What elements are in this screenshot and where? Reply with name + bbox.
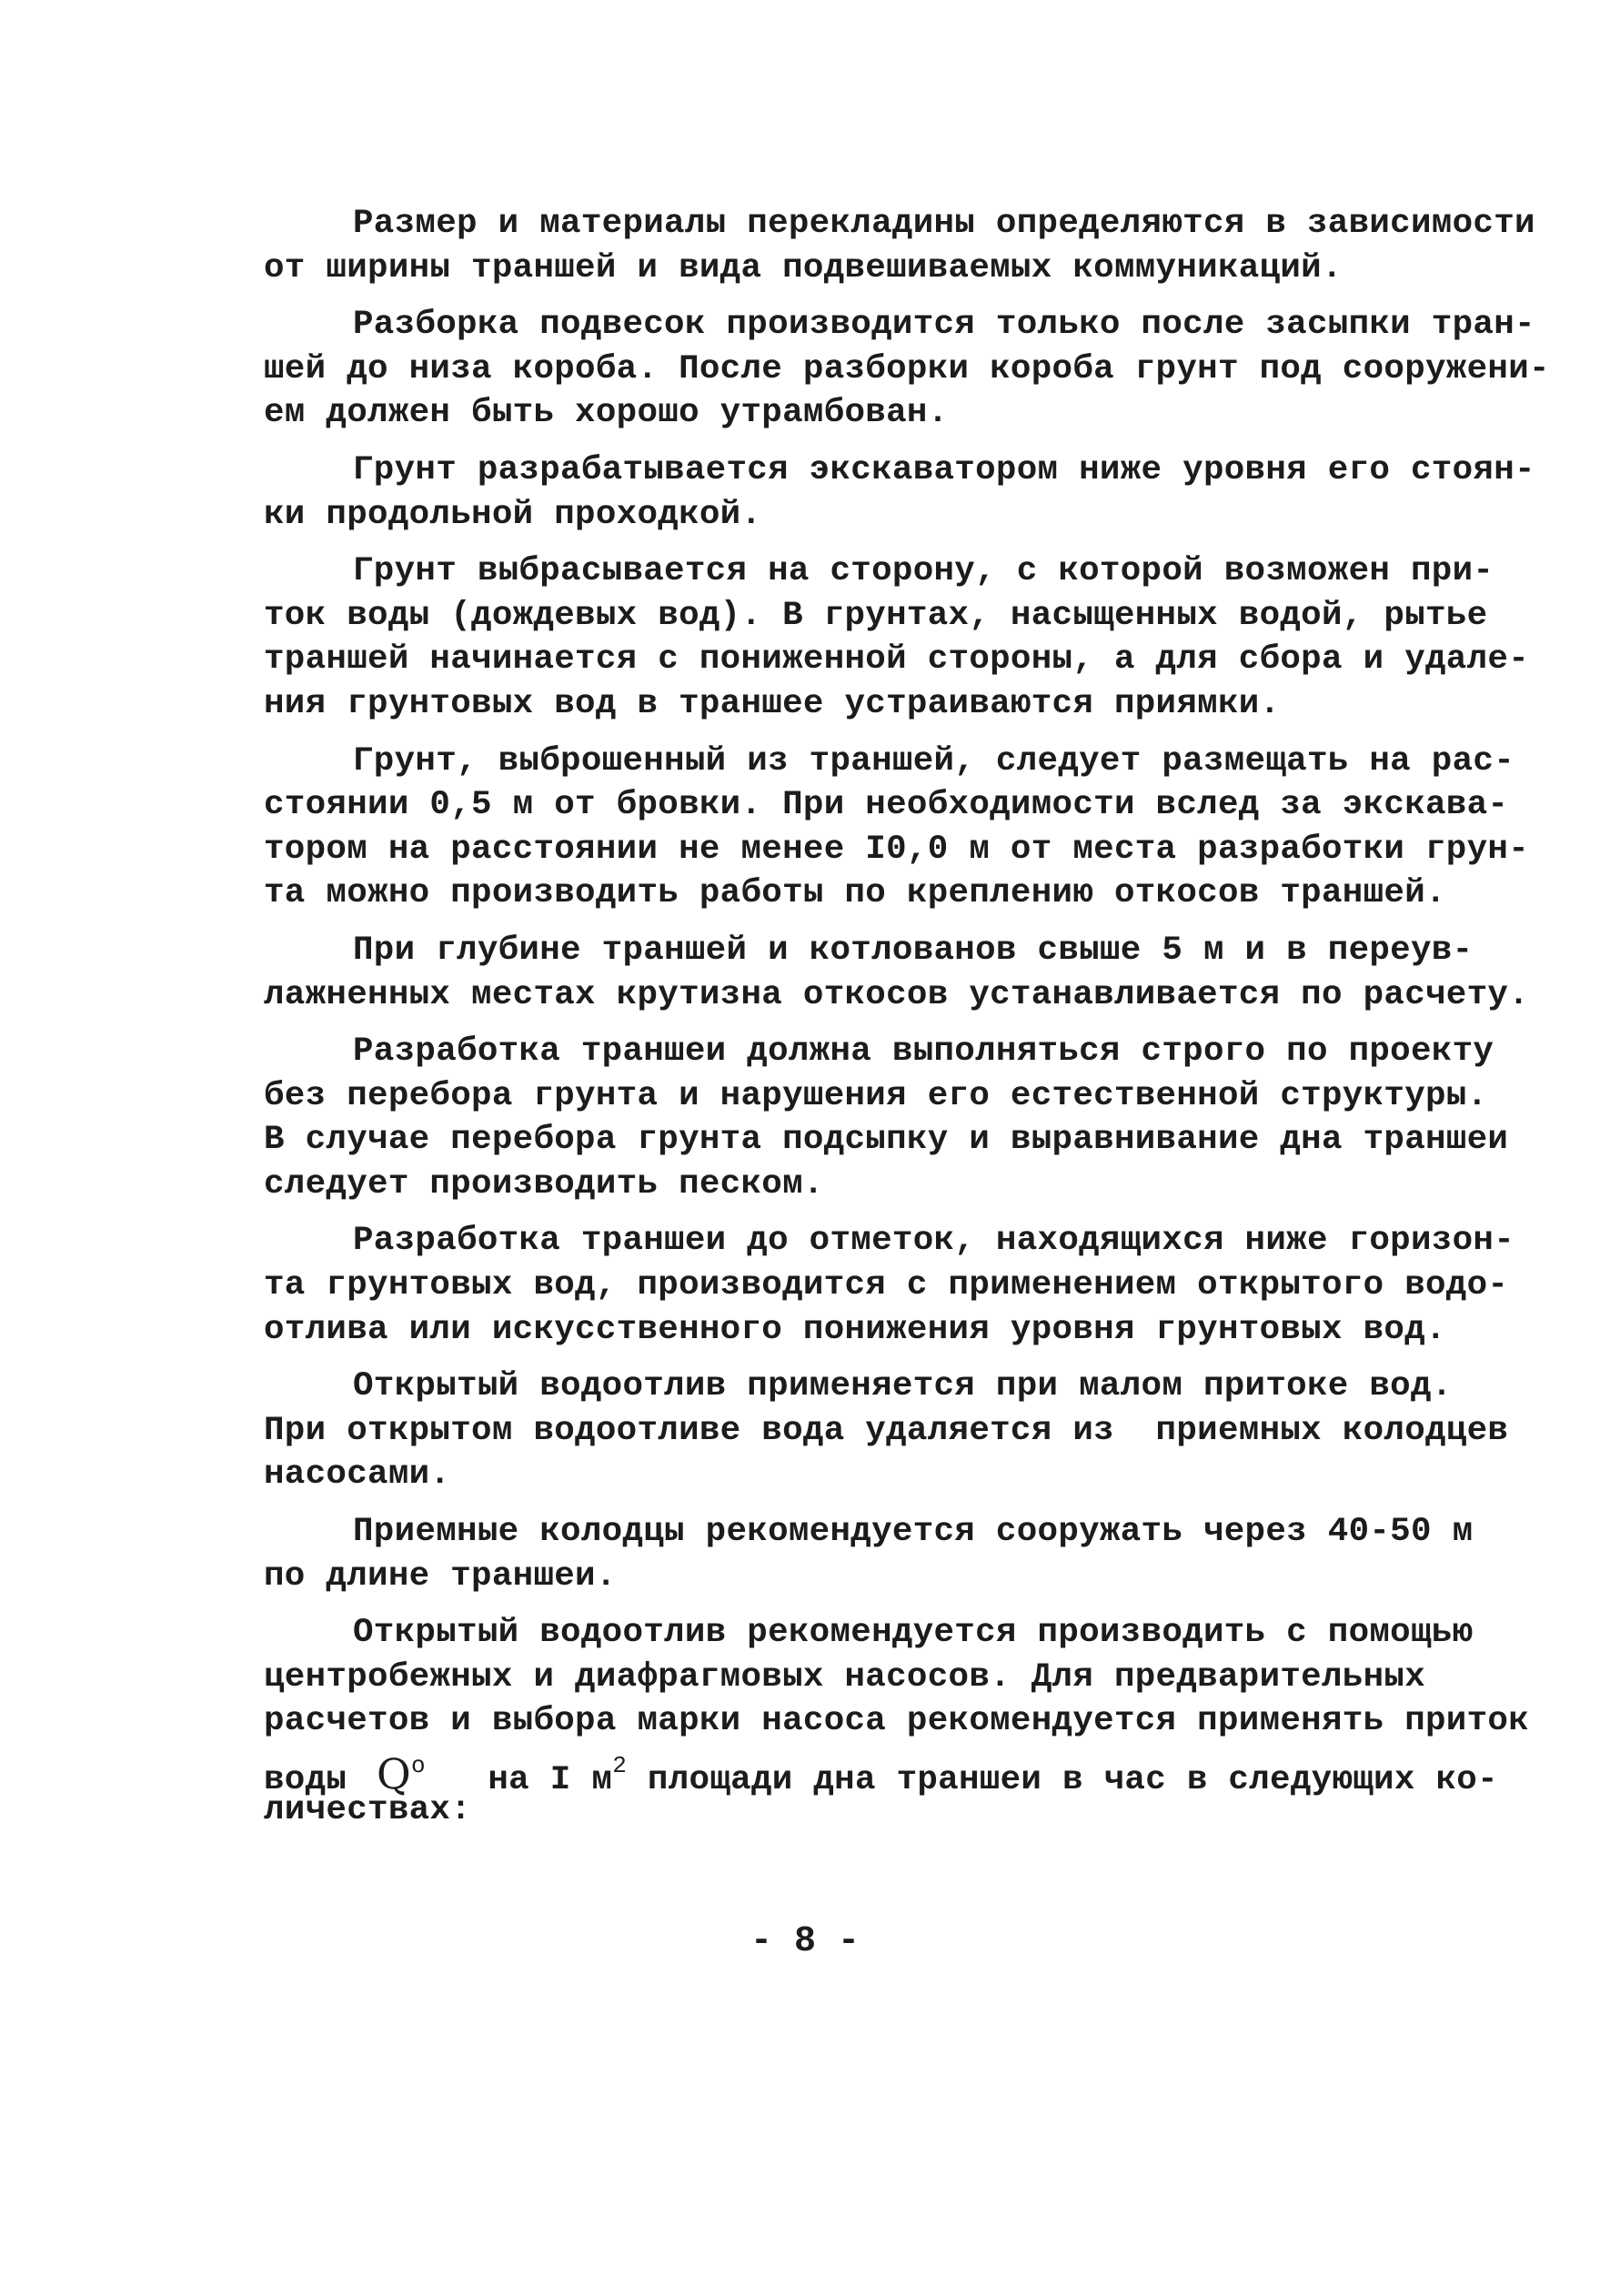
- body-text: [264, 202, 1550, 1845]
- text-line: личествах:: [264, 1790, 472, 1829]
- text-line: Разработка траншеи до отметок, находящихся ниже горизон-: [353, 1222, 1515, 1261]
- formula-line: [264, 1744, 1498, 1799]
- text-line: та можно производить работы по креплению откосов траншей.: [264, 874, 1446, 913]
- text-line: Приемные колодцы рекомендуется сооружать через 40-50 м: [353, 1513, 1474, 1552]
- paragraph-excavator: [264, 448, 1535, 537]
- text-line: В случае перебора грунта подсыпку и выравнивание дна траншеи: [264, 1121, 1509, 1160]
- text-line: центробежных и диафрагмовых насосов. Для предварительных: [264, 1657, 1426, 1697]
- paragraph-dismantling: [264, 303, 1550, 436]
- formula-middle: на I м: [488, 1761, 613, 1799]
- paragraph-open-drainage: [264, 1365, 1509, 1497]
- text-line: от ширины траншей и вида подвешиваемых коммуникаций.: [264, 248, 1343, 287]
- text-line: Размер и материалы перекладины определяются в зависимости: [353, 205, 1535, 243]
- text-line: расчетов и выбора марки насоса рекомендуется применять приток: [264, 1702, 1530, 1741]
- formula-suffix: площади дна траншеи в час в следующих ко-: [647, 1761, 1498, 1799]
- paragraph-pumps: [264, 1611, 1530, 1832]
- text-line: Разборка подвесок производится только после засыпки тран-: [353, 306, 1535, 345]
- text-line: ния грунтовых вод в траншее устраиваются приямки.: [264, 684, 1281, 723]
- text-line: та грунтовых вод, производится с применением открытого водо-: [264, 1266, 1509, 1305]
- text-line: При открытом водоотливе вода удаляется из приемных колодцев: [264, 1411, 1509, 1450]
- text-line: стоянии 0,5 м от бровки. При необходимости вслед за экскава-: [264, 786, 1509, 825]
- text-line: тором на расстоянии не менее I0,0 м от места разработки грун-: [264, 830, 1530, 869]
- text-line: лажненных местах крутизна откосов устанавливается по расчету.: [264, 975, 1530, 1014]
- paragraph-soil-placement: [264, 740, 1530, 916]
- text-line: отлива или искусственного понижения уровня грунтовых вод.: [264, 1310, 1446, 1349]
- paragraph-crossbar: [264, 202, 1535, 290]
- paragraph-slope: [264, 929, 1530, 1017]
- formula-symbol-superscript: o: [411, 1752, 426, 1779]
- text-line: насосами.: [264, 1455, 451, 1495]
- paragraph-wells: [264, 1510, 1474, 1598]
- text-line: ток воды (дождевых вод). В грунтах, насыщенных водой, рытье: [264, 596, 1488, 635]
- text-line: Открытый водоотлив рекомендуется производить с помощью: [353, 1614, 1474, 1653]
- text-line: по длине траншеи.: [264, 1556, 617, 1596]
- text-line: ем должен быть хорошо утрамбован.: [264, 394, 949, 433]
- text-line: При глубине траншей и котлованов свыше 5 м и в переув-: [353, 931, 1474, 970]
- paragraph-soil-disposal: [264, 549, 1530, 726]
- text-line: шей до низа короба. После разборки короба грунт под сооружени-: [264, 349, 1550, 388]
- text-line: Грунт выбрасывается на сторону, с которой возможен при-: [353, 552, 1494, 591]
- formula-prefix: воды: [264, 1761, 347, 1799]
- formula-symbol: Q: [377, 1749, 412, 1798]
- paragraph-groundwater: [264, 1219, 1515, 1352]
- page-number: - 8 -: [750, 1921, 860, 1962]
- text-line: Разработка траншеи должна выполняться строго по проекту: [353, 1032, 1494, 1072]
- text-line: Грунт разрабатывается экскаватором ниже уровня его стоян-: [353, 450, 1535, 489]
- text-line: следует производить песком.: [264, 1164, 824, 1203]
- text-line: траншей начинается с пониженной стороны, а для сбора и удале-: [264, 640, 1530, 680]
- text-line: ки продольной проходкой.: [264, 495, 762, 534]
- text-line: Грунт, выброшенный из траншей, следует размещать на рас-: [353, 741, 1515, 780]
- text-line: Открытый водоотлив применяется при малом притоке вод.: [353, 1367, 1453, 1406]
- unit-superscript: 2: [612, 1752, 628, 1779]
- text-line: без перебора грунта и нарушения его естественной структуры.: [264, 1076, 1488, 1115]
- paragraph-trench-design: [264, 1030, 1509, 1206]
